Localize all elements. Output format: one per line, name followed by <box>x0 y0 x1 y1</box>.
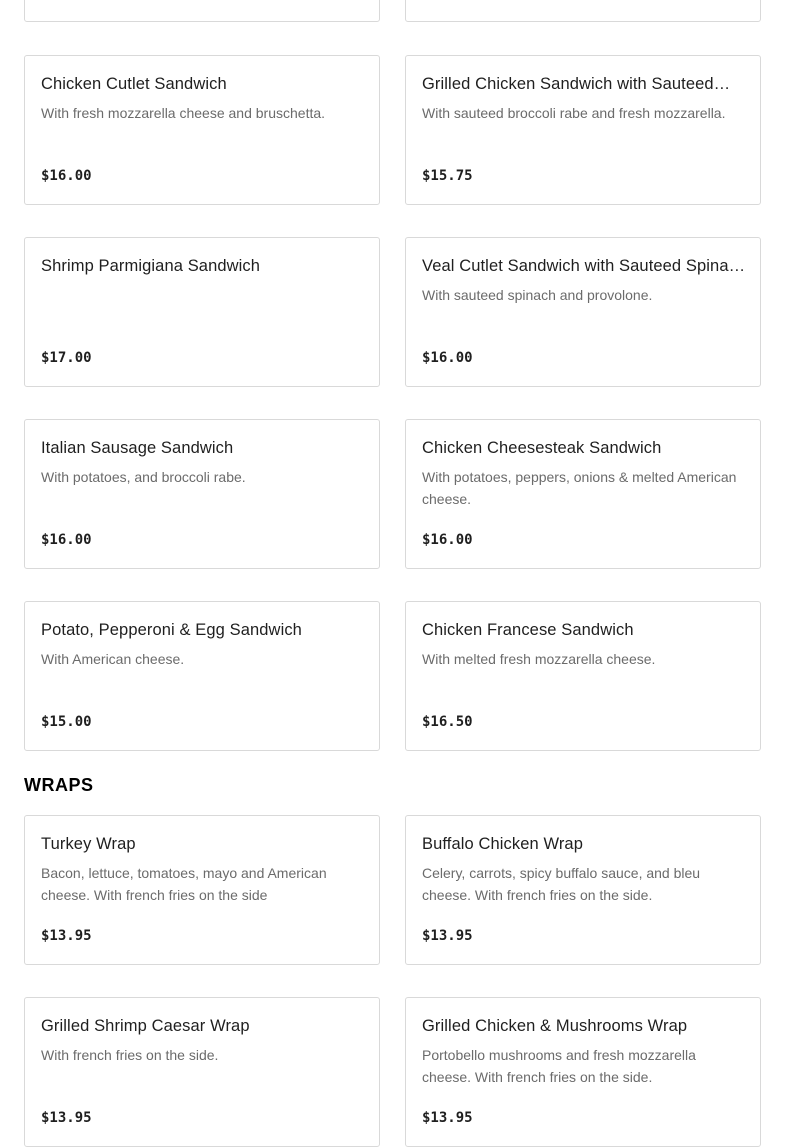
item-price: $17.00 <box>41 350 92 366</box>
menu-item-card-partial[interactable] <box>24 0 380 22</box>
menu-item-card[interactable] <box>405 419 761 569</box>
item-price <box>41 0 49 1</box>
menu-item-card[interactable] <box>24 55 380 205</box>
item-price: $15.00 <box>41 714 92 730</box>
item-description: Bacon, lettuce, tomatoes, mayo and American cheese. With french fries on the side <box>41 865 327 903</box>
menu-item-card[interactable] <box>405 815 761 965</box>
item-name: Grilled Chicken Sandwich with Sauteed… <box>422 75 731 93</box>
item-description: Portobello mushrooms and fresh mozzarella cheese. With french fries on the side. <box>422 1047 696 1085</box>
item-name: Chicken Cheesesteak Sandwich <box>422 439 662 457</box>
item-price <box>422 0 430 1</box>
menu-item-card[interactable] <box>24 997 380 1147</box>
item-description: With potatoes, peppers, onions & melted American cheese. <box>422 469 737 507</box>
item-name: Grilled Shrimp Caesar Wrap <box>41 1017 250 1035</box>
item-description: With sauteed broccoli rabe and fresh mozzarella. <box>422 105 726 121</box>
menu-item-card[interactable] <box>24 419 380 569</box>
item-name: Chicken Cutlet Sandwich <box>41 75 227 93</box>
item-description: With french fries on the side. <box>41 1047 219 1063</box>
item-price: $16.00 <box>422 350 473 366</box>
item-price: $15.75 <box>422 168 473 184</box>
item-description: With fresh mozzarella cheese and bruschetta. <box>41 105 326 121</box>
menu-item-card[interactable] <box>405 601 761 751</box>
item-name: Shrimp Parmigiana Sandwich <box>41 257 261 275</box>
menu-item-card-partial[interactable] <box>405 0 761 22</box>
item-name: Buffalo Chicken Wrap <box>422 835 583 853</box>
menu-item-card[interactable] <box>24 815 380 965</box>
section-title-wraps: WRAPS <box>24 775 94 795</box>
item-name: Chicken Francese Sandwich <box>422 621 634 639</box>
item-price: $16.00 <box>41 168 92 184</box>
item-name: Italian Sausage Sandwich <box>41 439 234 457</box>
item-name: Potato, Pepperoni & Egg Sandwich <box>41 621 302 639</box>
item-price: $13.95 <box>422 928 473 944</box>
item-price: $13.95 <box>41 928 92 944</box>
item-description: Celery, carrots, spicy buffalo sauce, and bleu cheese. With french fries on the side. <box>422 865 701 903</box>
menu-item-card[interactable] <box>24 601 380 751</box>
menu-item-card[interactable] <box>405 55 761 205</box>
item-name: Veal Cutlet Sandwich with Sauteed Spinach <box>422 257 746 275</box>
menu-item-card[interactable] <box>405 237 761 387</box>
item-name: Turkey Wrap <box>41 835 136 853</box>
menu-item-card[interactable] <box>405 997 761 1147</box>
item-price: $13.95 <box>41 1110 92 1126</box>
item-name: Grilled Chicken & Mushrooms Wrap <box>422 1017 688 1035</box>
item-price: $16.50 <box>422 714 473 730</box>
item-price: $16.00 <box>41 532 92 548</box>
item-description: With melted fresh mozzarella cheese. <box>422 651 656 667</box>
item-description: With sauteed spinach and provolone. <box>422 287 653 303</box>
item-price: $16.00 <box>422 532 473 548</box>
item-price: $13.95 <box>422 1110 473 1126</box>
menu-item-card[interactable] <box>24 237 380 387</box>
item-description: With potatoes, and broccoli rabe. <box>41 469 246 485</box>
item-description: With American cheese. <box>41 651 185 667</box>
